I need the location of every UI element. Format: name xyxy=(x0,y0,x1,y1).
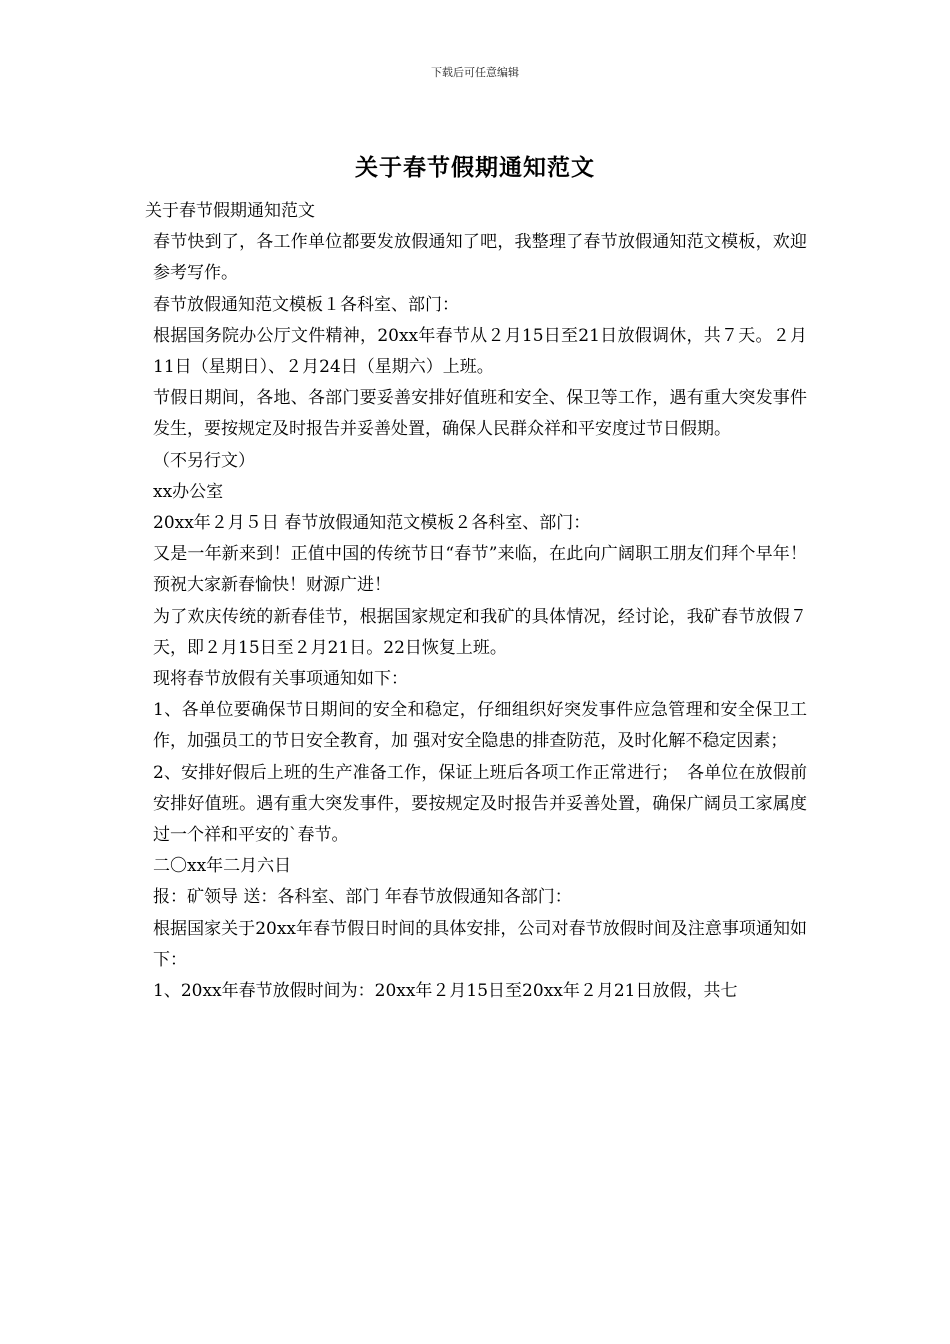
paragraph: 二〇xx年二月六日 xyxy=(153,856,292,877)
document-body xyxy=(145,196,807,1007)
header-note: 下载后可任意编辑 xyxy=(431,66,519,79)
document-title: 关于春节假期通知范文 xyxy=(355,154,595,181)
paragraph-subtitle: 关于春节假期通知范文 xyxy=(145,201,315,221)
paragraph: 报：矿领导 送：各科室、部门 年春节放假通知各部门： xyxy=(153,887,572,908)
paragraph: 根据国家关于20xx年春节假日时间的具体安排，公司对春节放假时间及注意事项通知如下： xyxy=(153,918,807,970)
paragraph: 春节放假通知范文模板１各科室、部门： xyxy=(153,294,459,315)
paragraph: 为了欢庆传统的新春佳节，根据国家规定和我矿的具体情况，经讨论，我矿春节放假７天，即２月15日至２月21日。22日恢复上班。 xyxy=(153,606,807,658)
paragraph: 20xx年２月５日 春节放假通知范文模板２各科室、部门： xyxy=(153,513,591,534)
paragraph: 节假日期间，各地、各部门要妥善安排好值班和安全、保卫等工作，遇有重大突发事件发生，要按规定及时报告并妥善处置，确保人民群众祥和平安度过节日假期。 xyxy=(153,388,807,440)
paragraph: 现将春节放假有关事项通知如下： xyxy=(153,669,408,690)
paragraph: 1、各单位要确保节日期间的安全和稳定，仔细组织好突发事件应急管理和安全保卫工作，加强员工的节日安全教育，加 强对安全隐患的排查防范，及时化解不稳定因素； xyxy=(153,700,807,752)
paragraph: 春节快到了，各工作单位都要发放假通知了吧，我整理了春节放假通知范文模板，欢迎参考写作。 xyxy=(153,232,807,284)
paragraph: 又是一年新来到！正值中国的传统节日“春节”来临，在此向广阔职工朋友们拜个早年！预祝大家新春愉快！财源广进！ xyxy=(153,544,807,596)
paragraph: 1、20xx年春节放假时间为：20xx年２月15日至20xx年２月21日放假，共七 xyxy=(153,981,738,1002)
paragraph: 根据国务院办公厅文件精神，20xx年春节从２月15日至21日放假调休，共７天。２月11日（星期日）、２月24日（星期六）上班。 xyxy=(153,325,807,378)
paragraph: xx办公室 xyxy=(153,481,224,502)
paragraph: （不另行文） xyxy=(153,450,255,471)
paragraph: 2、安排好假后上班的生产准备工作，保证上班后各项工作正常进行； 各单位在放假前安排好值班。遇有重大突发事件，要按规定及时报告并妥善处置，确保广阔员工家属度过一个祥和平安的`春节。 xyxy=(153,762,807,846)
